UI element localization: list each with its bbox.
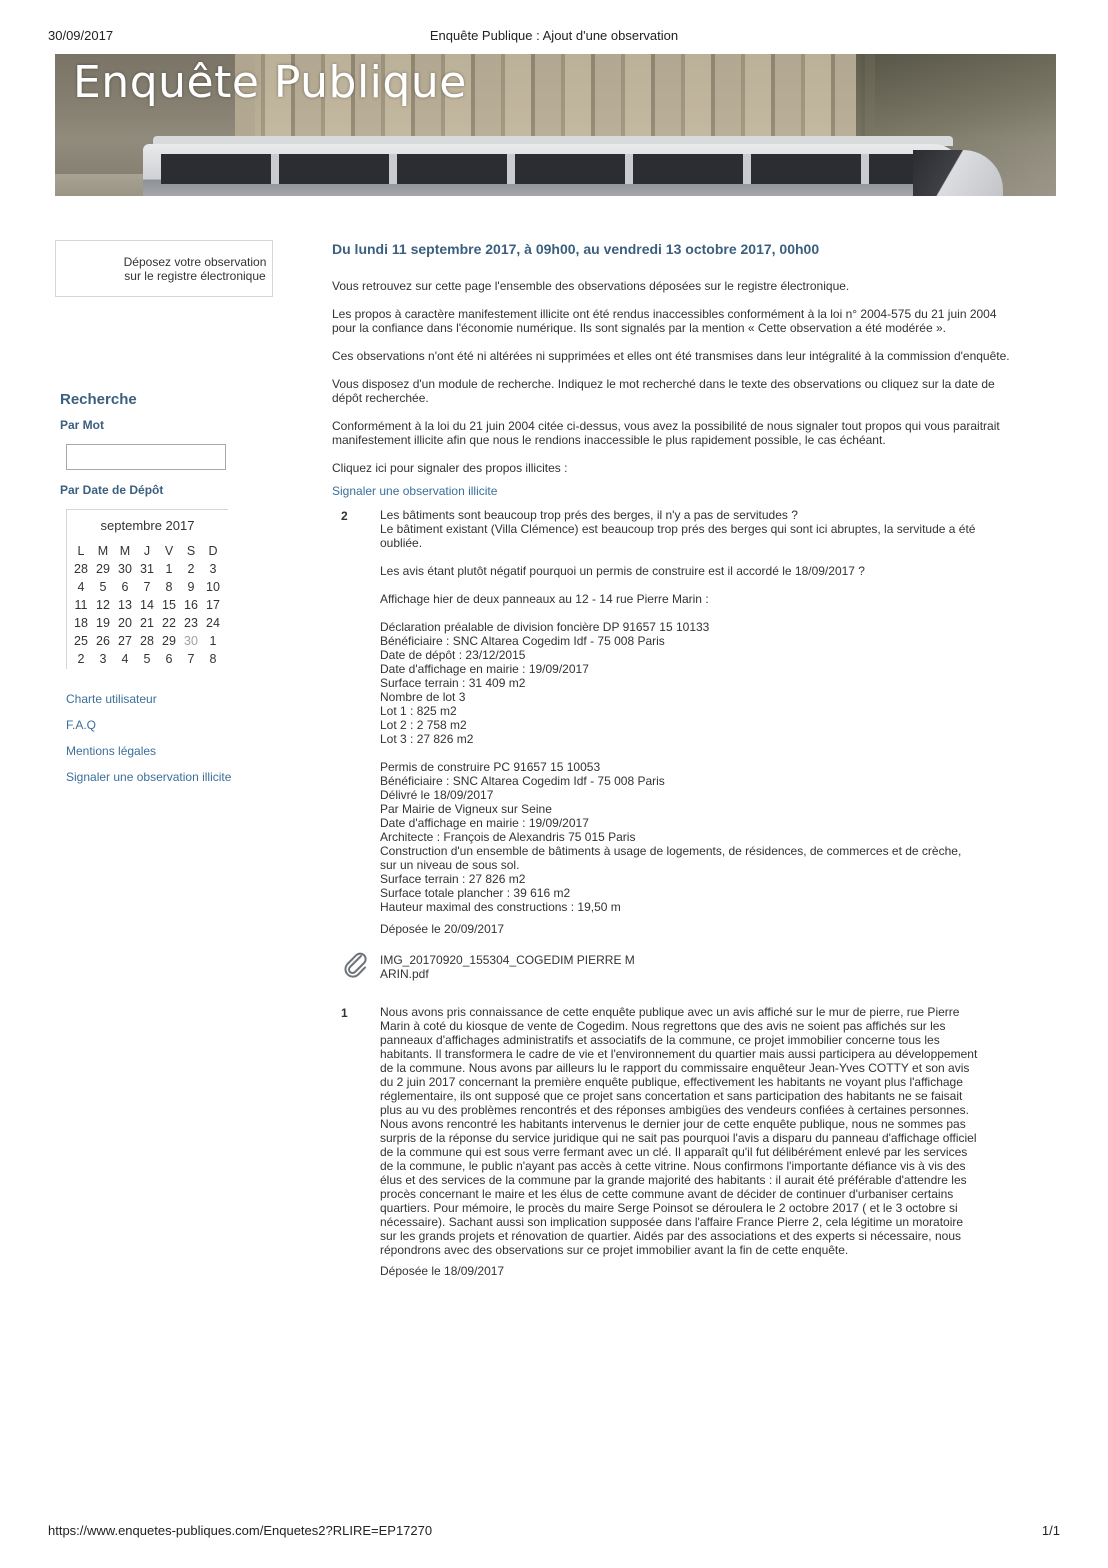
print-date: 30/09/2017: [48, 28, 114, 43]
search-heading: Recherche: [60, 391, 137, 408]
report-prompt: Cliquez ici pour signaler des propos illicites :: [332, 461, 568, 475]
calendar-week-row: [70, 598, 227, 616]
calendar-day[interactable]: 4: [77, 580, 85, 594]
calendar-day[interactable]: 21: [140, 616, 154, 630]
print-footer: [48, 1523, 1060, 1541]
calendar-day[interactable]: 6: [165, 652, 173, 666]
calendar-day[interactable]: 27: [118, 634, 132, 648]
sidebar-links: [66, 692, 231, 796]
calendar-day[interactable]: 16: [184, 598, 198, 612]
report-illicit-link[interactable]: Signaler une observation illicite: [332, 484, 498, 498]
calendar-day[interactable]: 7: [187, 652, 195, 666]
calendar-weekday: D: [208, 544, 218, 558]
calendar-day[interactable]: 24: [206, 616, 220, 630]
print-page-number: 1/1: [1041, 1523, 1060, 1538]
observation-number: 1: [341, 1006, 348, 1020]
calendar-week-row: [70, 652, 227, 670]
deposit-date-calendar: [66, 509, 228, 669]
search-help-paragraph: Vous disposez d'un module de recherche. Indiquez le mot recherché dans le texte des observations ou cliquez sur la date de dépôt recherchée.: [332, 377, 995, 405]
calendar-week-row: [70, 616, 227, 634]
calendar-day[interactable]: 20: [118, 616, 132, 630]
calendar-weekday: M: [97, 544, 109, 558]
legal-paragraph: Conformément à la loi du 21 juin 2004 citée ci-dessus, vous avez la possibilité de nous signaler tout propos qui vous paraitrait manifestement illicite afin que nous le rendions inaccessible le plus rapidement possible, le cas échéant.: [332, 419, 1000, 447]
calendar-weekday: S: [186, 544, 196, 558]
calendar-day[interactable]: 23: [184, 616, 198, 630]
link-signaler-observation[interactable]: Signaler une observation illicite: [66, 770, 232, 784]
search-by-word-label: Par Mot: [60, 418, 105, 432]
calendar-day[interactable]: 1: [209, 634, 217, 648]
calendar-day[interactable]: 28: [140, 634, 154, 648]
calendar-day[interactable]: 8: [209, 652, 217, 666]
link-mentions-legales[interactable]: Mentions légales: [66, 744, 157, 758]
moderation-paragraph: Les propos à caractère manifestement illicite ont été rendus inaccessibles conformément à la loi n° 2004-575 du 21 juin 2004 pour la confiance dans l'économie numérique. Ils sont signalés par la mention « Cette observation a été modérée ».: [332, 307, 997, 335]
inquiry-period: Du lundi 11 septembre 2017, à 09h00, au vendredi 13 octobre 2017, 00h00: [332, 241, 820, 257]
calendar-day[interactable]: 14: [140, 598, 154, 612]
calendar-weekday: J: [143, 544, 151, 558]
calendar-day[interactable]: 10: [206, 580, 220, 594]
calendar-day[interactable]: 5: [143, 652, 151, 666]
calendar-day[interactable]: 4: [121, 652, 129, 666]
calendar-day[interactable]: 2: [77, 652, 85, 666]
search-by-date-label: Par Date de Dépôt: [60, 483, 164, 497]
site-title[interactable]: Enquête Publique: [73, 57, 467, 108]
deposit-label-line1: Déposez votre observation: [123, 255, 267, 269]
calendar-day[interactable]: 3: [99, 652, 107, 666]
calendar-day[interactable]: 9: [187, 580, 195, 594]
calendar-weekday: M: [119, 544, 131, 558]
search-input[interactable]: [66, 444, 226, 470]
calendar-day[interactable]: 28: [74, 562, 88, 576]
banner-tram-image: [143, 136, 1013, 196]
calendar-day[interactable]: 29: [96, 562, 110, 576]
deposit-observation-button[interactable]: [55, 240, 273, 297]
calendar-weekday-row: [70, 544, 227, 562]
calendar-week-row: [70, 634, 227, 652]
observation-text: Nous avons pris connaissance de cette enquête publique avec un avis affiché sur le mur de pierre, rue Pierre Marin à coté du kiosque de vente de Cogedim. Nous regrettons que des avis ne soient pas affichés sur les panneaux d'affichages administratifs et associatifs de la commune, ce projet immobilier concerne tous les habitants. Il transformera le cadre de vie et l'environnement du quartier mais aussi participera au développement de la commune. Nous avons par ailleurs lu le rapport du commissaire enquêteur Jean-Yves COTTY et son avis du 2 juin 2017 concernant la première enquête publique, effectivement les habitants ne voyant plus l'affichage réglementaire, ils ont supposé que ce projet sans concertation et sans participation des habitants ne se faisait plus au vu des problèmes rencontrés et des réponses ambigües des vendeurs confiées à certaines personnes. Nous avons rencontré les habitants intervenus le dernier jour de cette enquête publique, nous ne sommes pas surpris de la réponse du service juridique qui ne sait pas pourquoi l'avis a disparu du panneau d'affichage officiel de la commune qui est sous verre fermant avec un clé. Il apparaît qu'il fut délibérément enlevé par les services de la commune, le public n'ayant pas accès à cette vitrine. Nous confirmons l'importante défiance vis à vis des élus et des services de la commune par la grande majorité des habitants : il aurait été préférable d'attendre les procès concernant le maire et les élus de cette commune avant de décider de continuer d'urbaniser certains quartiers. Pour mémoire, le procès du maire Serge Poinsot se déroulera le 2 octobre 2017 ( et le 3 octobre si nécessaire). Sachant aussi son implication supposée dans l'affaire France Pierre 2, cela légitime un moratoire sur les grands projets et rénovation de quartier. Aidés par des associations et des experts si nécessaire, nous répondrons avec des observations sur ce projet immobilier avant la fin de cette enquête.: [380, 1005, 978, 1257]
deposit-label-line2: sur le registre électronique: [124, 269, 266, 283]
calendar-day[interactable]: 3: [209, 562, 217, 576]
calendar-day[interactable]: 19: [96, 616, 110, 630]
calendar-day[interactable]: 1: [165, 562, 173, 576]
calendar-week-row: [70, 562, 227, 580]
calendar-day[interactable]: 31: [140, 562, 154, 576]
calendar-day[interactable]: 7: [143, 580, 151, 594]
calendar-day[interactable]: 5: [99, 580, 107, 594]
calendar-grid: [70, 544, 227, 670]
print-url: https://www.enquetes-publiques.com/Enquetes2?RLIRE=EP17270: [48, 1523, 433, 1538]
calendar-weekday: L: [77, 544, 85, 558]
calendar-day[interactable]: 13: [118, 598, 132, 612]
calendar-day[interactable]: 30: [118, 562, 132, 576]
integrity-paragraph: Ces observations n'ont été ni altérées ni supprimées et elles ont été transmises dans leur intégralité à la commission d'enquête.: [332, 349, 1010, 363]
link-charte-utilisateur[interactable]: Charte utilisateur: [66, 692, 157, 706]
observation-deposit-date: Déposée le 20/09/2017: [380, 922, 505, 936]
calendar-month: septembre 2017: [100, 518, 195, 533]
print-header: [48, 28, 1060, 46]
calendar-day[interactable]: 25: [74, 634, 88, 648]
calendar-day[interactable]: 17: [206, 598, 220, 612]
attachment-link[interactable]: IMG_20170920_155304_COGEDIM PIERRE MARIN.pdf: [380, 953, 635, 981]
calendar-day[interactable]: 8: [165, 580, 173, 594]
print-title: Enquête Publique : Ajout d'une observation: [429, 28, 679, 43]
intro-paragraph: Vous retrouvez sur cette page l'ensemble des observations déposées sur le registre électronique.: [332, 279, 850, 293]
observation-number: 2: [341, 509, 348, 523]
link-faq[interactable]: F.A.Q: [66, 718, 97, 732]
calendar-day[interactable]: 12: [96, 598, 110, 612]
calendar-weekday: V: [164, 544, 174, 558]
observation-deposit-date: Déposée le 18/09/2017: [380, 1264, 505, 1278]
calendar-day[interactable]: 18: [74, 616, 88, 630]
observation-text: Les bâtiments sont beaucoup trop prés des berges, il n'y a pas de servitudes ? Le bâtiment existant (Villa Clémence) est beaucoup trop prés des berges qui sont ici abruptes, la servitude a été oubliée. Les avis étant plutôt négatif pourquoi un permis de construire est il accordé le 18/09/2017 ? Affichage hier de deux panneaux au 12 - 14 rue Pierre Marin : Déclaration préalable de division foncière DP 91657 15 10133 Bénéficiaire : SNC Altarea Cogedim Idf - 75 008 Paris Date de dépôt : 23/12/2015 Date d'affichage en mairie : 19/09/2017 Surface terrain : 31 409 m2 Nombre de lot 3 Lot 1 : 825 m2 Lot 2 : 2 758 m2 Lot 3 : 27 826 m2 Permis de construire PC 91657 15 10053 Bénéficiaire : SNC Altarea Cogedim Idf - 75 008 Paris Délivré le 18/09/2017 Par Mairie de Vigneux sur Seine Date d'affichage en mairie : 19/09/2017 Architecte : François de Alexandris 75 015 Paris Construction d'un ensemble de bâtiments à usage de logements, de résidences, de commerces et de crèche, sur un niveau de sous sol. Surface terrain : 27 826 m2 Surface totale plancher : 39 616 m2 Hauteur maximal des constructions : 19,50 m: [380, 508, 976, 914]
paperclip-icon[interactable]: [342, 950, 370, 978]
calendar-day[interactable]: 29: [162, 634, 176, 648]
calendar-week-row: [70, 580, 227, 598]
calendar-day[interactable]: 11: [74, 598, 88, 612]
calendar-day[interactable]: 15: [162, 598, 176, 612]
calendar-day[interactable]: 30: [184, 634, 198, 648]
calendar-day[interactable]: 2: [187, 562, 195, 576]
calendar-day[interactable]: 6: [121, 580, 129, 594]
calendar-day[interactable]: 22: [162, 616, 176, 630]
calendar-day[interactable]: 26: [96, 634, 110, 648]
